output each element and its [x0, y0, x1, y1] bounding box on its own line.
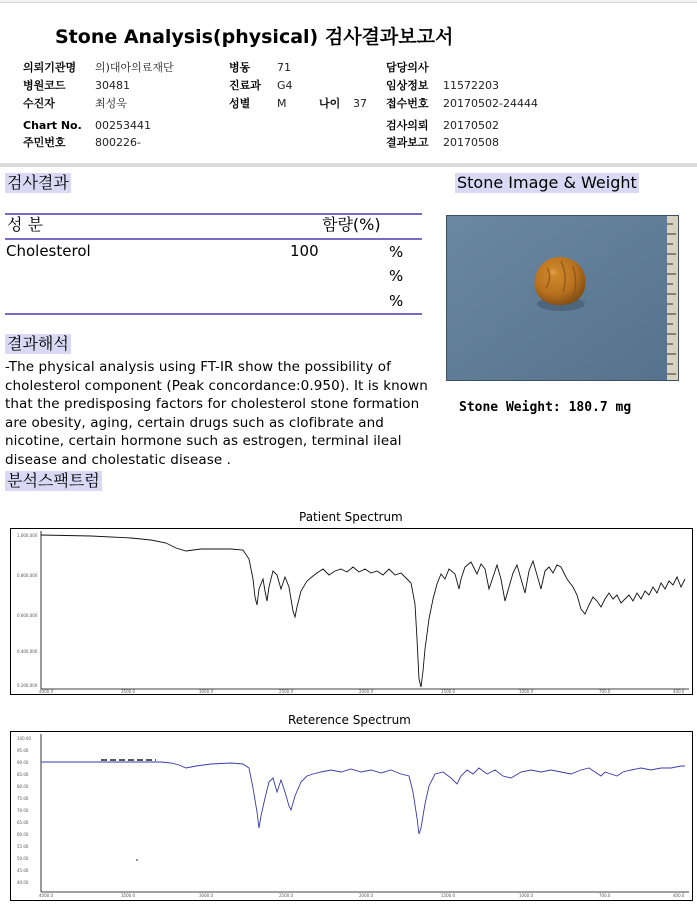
- svg-text:95.00: 95.00: [17, 748, 29, 753]
- svg-text:1500.0: 1500.0: [441, 893, 455, 898]
- svg-text:1000.0: 1000.0: [519, 689, 533, 694]
- age-label: 나이: [319, 97, 341, 110]
- svg-text:3500.0: 3500.0: [121, 689, 135, 694]
- results-section-title: 검사결과: [7, 173, 69, 192]
- svg-text:400.0: 400.0: [673, 689, 685, 694]
- doctor-label: 담당의사: [386, 61, 429, 74]
- department-label: 진료과: [229, 79, 261, 92]
- svg-text:2500.0: 2500.0: [279, 893, 293, 898]
- svg-text:85.00: 85.00: [17, 772, 29, 777]
- reception-no-label: 접수번호: [386, 97, 429, 110]
- result-unit-3: %: [389, 292, 404, 310]
- department-value: G4: [277, 79, 293, 92]
- institution-value: 의)대아의료재단: [95, 61, 174, 74]
- svg-text:50.00: 50.00: [17, 856, 29, 861]
- interpretation-text: -The physical analysis using FT-IR show the possibility of cholesterol component (Peak concordance:0.950). It is known that the predisposing factors for cholesterol stone formation are obesity, aging, certain drugs such as clofibrate and nicotine, certain hormone such as estrogen, terminal ileal disease and cholestatic disease .: [5, 359, 428, 468]
- institution-label: 의뢰기관명: [23, 61, 77, 74]
- svg-text:2000.0: 2000.0: [359, 893, 373, 898]
- patient-spectrum-title: Patient Spectrum: [299, 510, 403, 524]
- hospital-code-value: 30481: [95, 79, 130, 92]
- sex-label: 성별: [229, 97, 251, 110]
- test-request-label: 검사의뢰: [386, 119, 429, 132]
- patient-label: 수진자: [23, 97, 55, 110]
- stone-section-title: Stone Image & Weight: [457, 173, 637, 192]
- result-unit-1: %: [389, 243, 404, 261]
- reception-no-value: 20170502-24444: [443, 97, 538, 110]
- reference-spectrum-svg: [11, 732, 692, 900]
- svg-text:3500.0: 3500.0: [121, 893, 135, 898]
- svg-text:0.200,000: 0.200,000: [17, 683, 38, 688]
- patient-spectrum-chart: [10, 528, 693, 695]
- svg-text:2500.0: 2500.0: [279, 689, 293, 694]
- svg-text:65.00: 65.00: [17, 820, 29, 825]
- svg-text:55.00: 55.00: [17, 844, 29, 849]
- result-component-1: Cholesterol: [6, 242, 91, 260]
- result-unit-2: %: [389, 267, 404, 285]
- patient-spectrum-svg: [11, 529, 692, 694]
- svg-text:700.0: 700.0: [599, 893, 611, 898]
- svg-text:1,000,000: 1,000,000: [17, 533, 38, 538]
- svg-text:3000.0: 3000.0: [199, 689, 213, 694]
- top-border: [0, 0, 697, 3]
- resident-no-label: 주민번호: [23, 136, 66, 149]
- reference-spectrum-title: Reterence Spectrum: [288, 713, 411, 727]
- clinical-info-label: 임상정보: [386, 79, 429, 92]
- result-report-label: 결과보고: [386, 136, 429, 149]
- stone-image: [446, 215, 679, 381]
- svg-text:70.00: 70.00: [17, 808, 29, 813]
- svg-text:40.00: 40.00: [17, 880, 29, 885]
- report-title: Stone Analysis(physical) 검사결과보고서: [55, 26, 454, 48]
- spectrum-section-title: 분석스팩트럼: [7, 471, 100, 490]
- table-header-rule: [5, 238, 422, 240]
- svg-text:400.0: 400.0: [673, 893, 685, 898]
- result-amount-1: 100: [290, 242, 319, 260]
- svg-text:4000.0: 4000.0: [39, 689, 53, 694]
- header-separator: [0, 163, 697, 167]
- interpretation-section-title: 결과해석: [7, 334, 69, 353]
- svg-text:2000.0: 2000.0: [359, 689, 373, 694]
- svg-text:0.800,000: 0.800,000: [17, 573, 38, 578]
- chart-no-label: Chart No.: [23, 119, 82, 132]
- stone-photo-graphic: [447, 216, 679, 381]
- ward-value: 71: [277, 61, 291, 74]
- ward-label: 병동: [229, 61, 251, 74]
- svg-text:1000.0: 1000.0: [519, 893, 533, 898]
- resident-no-value: 800226-: [95, 136, 141, 149]
- content-header: 함량(%): [322, 215, 381, 234]
- svg-text:700.0: 700.0: [599, 689, 611, 694]
- age-value: 37: [353, 97, 367, 110]
- table-bottom-rule: [5, 313, 422, 315]
- svg-text:80.00: 80.00: [17, 784, 29, 789]
- component-header: 성 분: [7, 215, 43, 234]
- svg-text:0.600,000: 0.600,000: [17, 613, 38, 618]
- stone-weight-text: Stone Weight: 180.7 mg: [459, 400, 632, 415]
- sex-value: M: [277, 97, 287, 110]
- svg-text:75.00: 75.00: [17, 796, 29, 801]
- result-report-value: 20170508: [443, 136, 499, 149]
- svg-text:90.00: 90.00: [17, 760, 29, 765]
- test-request-value: 20170502: [443, 119, 499, 132]
- svg-text:45.00: 45.00: [17, 868, 29, 873]
- svg-text:0.400,000: 0.400,000: [17, 649, 38, 654]
- hospital-code-label: 병원코드: [23, 79, 66, 92]
- svg-text:100.00: 100.00: [17, 736, 31, 741]
- svg-text:60.00: 60.00: [17, 832, 29, 837]
- patient-value: 최성욱: [95, 97, 127, 110]
- reference-spectrum-chart: [10, 731, 693, 901]
- chart-no-value: 00253441: [95, 119, 151, 132]
- svg-text:3000.0: 3000.0: [199, 893, 213, 898]
- svg-text:4000.0: 4000.0: [39, 893, 53, 898]
- clinical-info-value: 11572203: [443, 79, 499, 92]
- svg-text:1500.0: 1500.0: [441, 689, 455, 694]
